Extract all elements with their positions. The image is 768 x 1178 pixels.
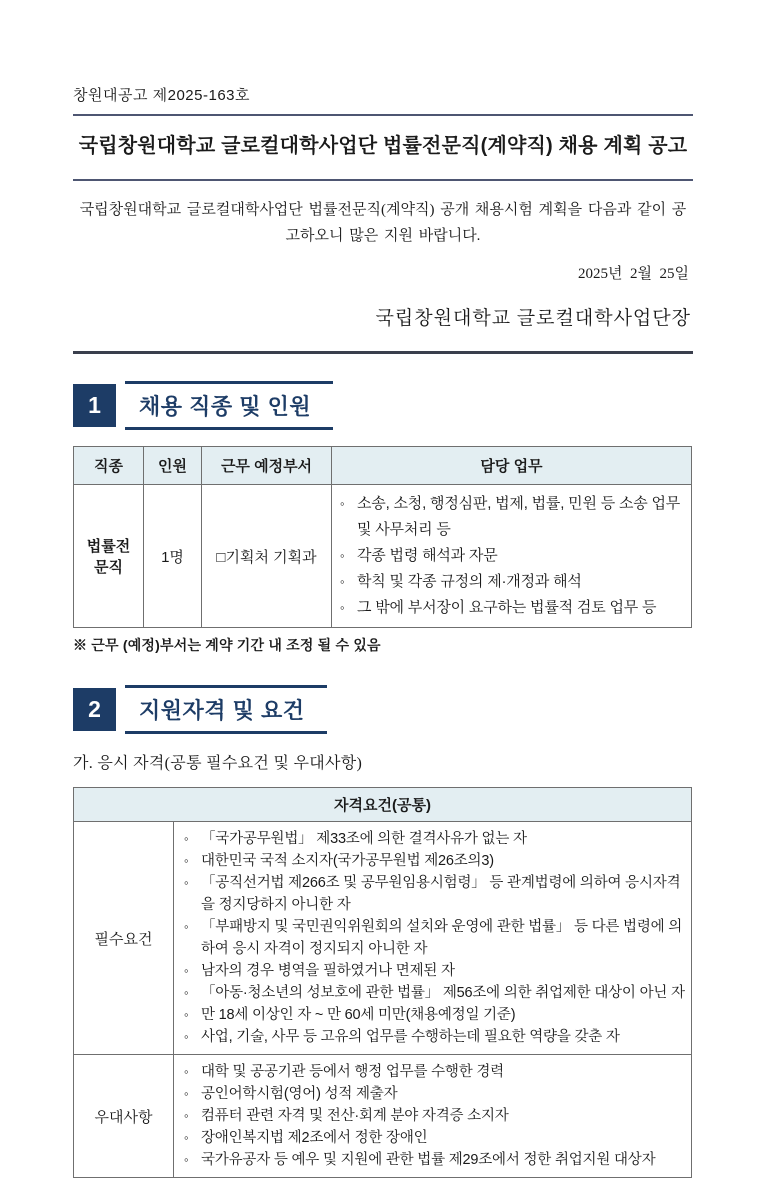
circle-bullet-icon: ◦ — [184, 1064, 189, 1079]
bullet-item — [340, 543, 683, 569]
bullet-item-text: 대한민국 국적 소지자(국가공무원법 제26조의3) — [201, 853, 494, 869]
bullet-item — [184, 1127, 687, 1149]
bullet-item — [184, 1004, 687, 1026]
bullet-item — [184, 850, 687, 872]
bullet-item-text: 「아동·청소년의 성보호에 관한 법률」 제56조에 의한 취업제한 대상이 아닌 자 — [201, 985, 685, 1001]
preferred-row — [74, 1055, 692, 1178]
bullet-item-text: 만 18세 이상인 자 ~ 만 60세 미만(채용예정일 기준) — [201, 1007, 516, 1023]
bullet-item — [184, 828, 687, 850]
bullet-item — [340, 595, 683, 621]
recruitment-table-row — [74, 485, 692, 628]
circle-bullet-icon: ◦ — [184, 919, 189, 934]
col-header-count: 인원 — [144, 447, 202, 485]
cell-duties — [332, 485, 692, 628]
bullet-item-text: 「공직선거법 제266조 및 공무원임용시험령」 등 관계법령에 의하여 응시자격을 정지당하지 아니한 자 — [201, 875, 681, 913]
qualification-table-header: 자격요건(공통) — [74, 788, 692, 822]
bullet-item-text: 그 밖에 부서장이 요구하는 법률적 검토 업무 등 — [357, 599, 657, 616]
bullet-item-text: 국가유공자 등 예우 및 지원에 관한 법률 제29조에서 정한 취업지원 대상자 — [201, 1152, 656, 1168]
bullet-item — [184, 916, 687, 960]
circle-bullet-icon: ◦ — [340, 496, 345, 511]
required-items — [174, 822, 692, 1055]
bullet-item — [184, 1105, 687, 1127]
circle-bullet-icon: ◦ — [184, 985, 189, 1000]
bullet-item-text: 컴퓨터 관련 자격 및 전산·회계 분야 자격증 소지자 — [201, 1108, 509, 1124]
bullet-item-text: 장애인복지법 제2조에서 정한 장애인 — [201, 1130, 428, 1146]
bullet-item-text: 학칙 및 각종 규정의 제·개정과 해석 — [357, 573, 582, 590]
section2-heading — [73, 685, 693, 734]
signature-line: 국립창원대학교 글로컬대학사업단장 — [375, 308, 691, 329]
bullet-item-text: 소송, 소청, 행정심판, 법제, 법률, 민원 등 소송 업무 및 사무처리 등 — [357, 495, 681, 538]
circle-bullet-icon: ◦ — [340, 548, 345, 563]
bullet-item-text: 「국가공무원법」 제33조에 의한 결격사유가 없는 자 — [201, 831, 527, 847]
announcement-date: 2025년 2월 25일 — [578, 266, 689, 282]
bullet-item-text: 「부패방지 및 국민권익위원회의 설치와 운영에 관한 법률」 등 다른 법령에 의하여 응시 자격이 정지되지 아니한 자 — [201, 919, 683, 957]
circle-bullet-icon: ◦ — [184, 1007, 189, 1022]
preferred-label: 우대사항 — [74, 1055, 174, 1178]
circle-bullet-icon: ◦ — [184, 875, 189, 890]
circle-bullet-icon: ◦ — [184, 963, 189, 978]
circle-bullet-icon: ◦ — [184, 831, 189, 846]
bullet-item — [340, 491, 683, 543]
cell-job: 법률전문직 — [74, 485, 144, 628]
circle-bullet-icon: ◦ — [340, 574, 345, 589]
recruitment-table-header-row — [74, 447, 692, 485]
page-title: 국립창원대학교 글로컬대학사업단 법률전문직(계약직) 채용 계획 공고 — [78, 135, 688, 157]
divider-thick — [73, 351, 693, 354]
preferred-items — [174, 1055, 692, 1178]
circle-bullet-icon: ◦ — [184, 1029, 189, 1044]
bullet-item — [184, 872, 687, 916]
bullet-item-text: 사업, 기술, 사무 등 고유의 업무를 수행하는데 필요한 역량을 갖춘 자 — [201, 1029, 620, 1045]
table-footnote: ※ 근무 (예정)부서는 계약 기간 내 조정 될 수 있음 — [73, 637, 381, 653]
bullet-item — [184, 960, 687, 982]
qualification-table — [73, 787, 692, 1178]
bullet-item-text: 대학 및 공공기관 등에서 행정 업무를 수행한 경력 — [201, 1064, 504, 1080]
section2-subtitle: 가. 응시 자격(공통 필수요건 및 우대사항) — [73, 755, 363, 772]
circle-bullet-icon: ◦ — [184, 1152, 189, 1167]
section1-title: 채용 직종 및 인원 — [125, 381, 333, 430]
cell-count: 1명 — [144, 485, 202, 628]
required-label: 필수요건 — [74, 822, 174, 1055]
bullet-item — [184, 1061, 687, 1083]
circle-bullet-icon: ◦ — [184, 853, 189, 868]
col-header-duties: 담당 업무 — [332, 447, 692, 485]
bullet-item — [340, 569, 683, 595]
qualification-table-header-row — [74, 788, 692, 822]
bullet-item-text: 남자의 경우 병역을 필하였거나 면제된 자 — [201, 963, 455, 979]
bullet-item — [184, 1149, 687, 1171]
cell-department: □기획처 기획과 — [202, 485, 332, 628]
doc-number: 창원대공고 제2025-163호 — [73, 87, 250, 104]
circle-bullet-icon: ◦ — [184, 1086, 189, 1101]
bullet-item-text: 공인어학시험(영어) 성적 제출자 — [201, 1086, 398, 1102]
circle-bullet-icon: ◦ — [184, 1130, 189, 1145]
bullet-item — [184, 1026, 687, 1048]
col-header-job: 직종 — [74, 447, 144, 485]
section1-number-badge: 1 — [73, 384, 116, 427]
bullet-item — [184, 1083, 687, 1105]
circle-bullet-icon: ◦ — [184, 1108, 189, 1123]
section1-heading — [73, 381, 693, 430]
bullet-item-text: 각종 법령 해석과 자문 — [357, 547, 498, 564]
intro-paragraph: 국립창원대학교 글로컬대학사업단 법률전문직(계약직) 공개 채용시험 계획을 다음과 같이 공고하오니 많은 지원 바랍니다. — [79, 202, 687, 244]
required-row — [74, 822, 692, 1055]
circle-bullet-icon: ◦ — [340, 600, 345, 615]
recruitment-table — [73, 446, 692, 628]
bullet-item — [184, 982, 687, 1004]
divider-under-title — [73, 179, 693, 181]
col-header-department: 근무 예정부서 — [202, 447, 332, 485]
section2-title: 지원자격 및 요건 — [125, 685, 327, 734]
section2-number-badge: 2 — [73, 688, 116, 731]
